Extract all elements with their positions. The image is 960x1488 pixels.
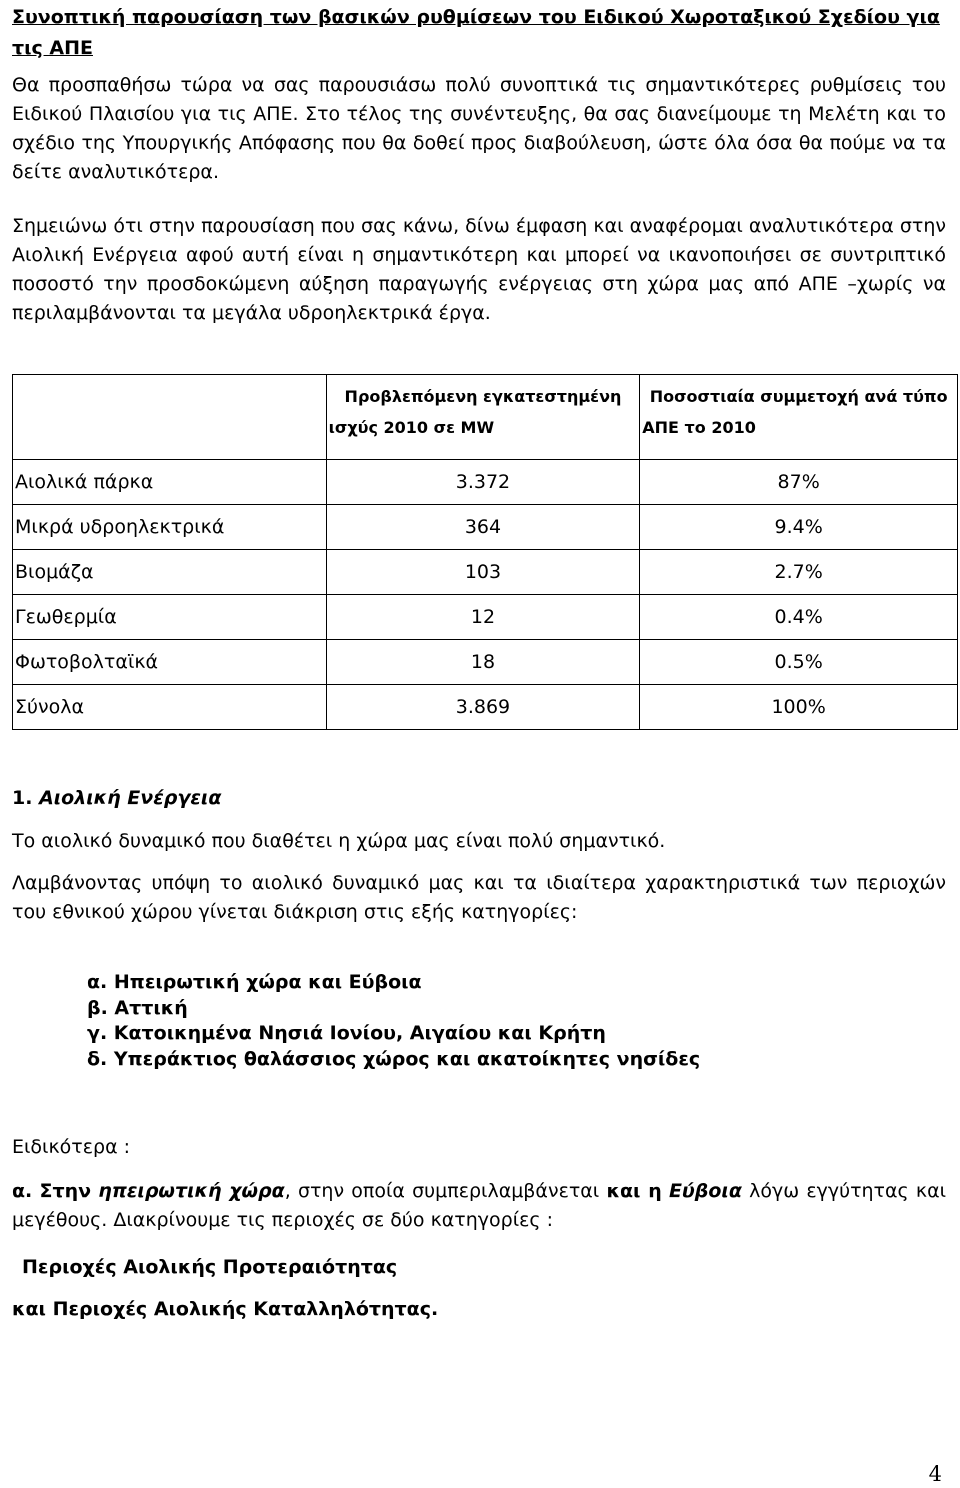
categories-intro-paragraph: Λαμβάνοντας υπόψη το αιολικό δυναμικό μας και τα ιδιαίτερα χαρακτηριστικά των περιοχών του εθνικού χώρου γίνεται διάκριση στις εξής κατηγορίες: <box>12 872 946 923</box>
wind-potential-paragraph: Το αιολικό δυναμικό που διαθέτει η χώρα μας είναι πολύ σημαντικό. <box>12 830 666 852</box>
list-item: γ. Κατοικημένα Νησιά Ιονίου, Αιγαίου και Κρήτη <box>87 1022 606 1044</box>
table-cell: 9.4% <box>640 505 958 550</box>
page-number: 4 <box>928 1462 942 1486</box>
table-header-row <box>13 375 958 460</box>
suitability-areas-line: και Περιοχές Αιολικής Καταλληλότητας. <box>12 1298 439 1320</box>
table-header-cell: Προβλεπόμενη εγκατεστημένη ισχύς 2010 σε MW <box>326 375 640 460</box>
table-cell: 2.7% <box>640 550 958 595</box>
table-cell: 0.5% <box>640 640 958 685</box>
mainland-text-3: , στην οποία συμπεριλαμβάνεται <box>284 1180 600 1202</box>
table-row <box>13 460 958 505</box>
list-item: α. Ηπειρωτική χώρα και Εύβοια <box>87 971 422 993</box>
table-row <box>13 640 958 685</box>
table-cell: 0.4% <box>640 595 958 640</box>
section-title <box>12 783 221 813</box>
table-row <box>13 550 958 595</box>
intro-paragraph: Θα προσπαθήσω τώρα να σας παρουσιάσω πολύ συνοπτικά τις σημαντικότερες ρυθμίσεις του Ειδικού Πλαισίου για τις ΑΠΕ. Στο τέλος της συνέντευξης, θα σας διανείμουμε τη Μελέτη και το σχέδιο της Υπουργικής Απόφασης που θα δοθεί προς διαβούλευση, ώστε όλα όσα θα πούμε να τα δείτε αναλυτικότερα. <box>12 74 946 183</box>
table-row <box>13 685 958 730</box>
table-cell: 103 <box>326 550 640 595</box>
section-title-text: Αιολική Ενέργεια <box>39 787 222 809</box>
mainland-paragraph <box>12 1177 946 1235</box>
table-cell: 364 <box>326 505 640 550</box>
table-cell: Βιομάζα <box>13 550 327 595</box>
table-cell: Μικρά υδροηλεκτρικά <box>13 505 327 550</box>
mainland-text-4: και η <box>606 1180 662 1202</box>
mainland-text-5: Εύβοια <box>668 1180 742 1202</box>
table-cell: 18 <box>326 640 640 685</box>
res-capacity-table <box>12 374 958 730</box>
emphasis-paragraph: Σημειώνω ότι στην παρουσίαση που σας κάνω, δίνω έμφαση και αναφέρομαι αναλυτικότερα στην Αιολική Ενέργεια αφού αυτή είναι η σημαντικότερη και μπορεί να ικανοποιήσει σε συντριπτικό ποσοστό την προσδοκώμενη αύξηση παραγωγής ενέργειας στη χώρα μας από ΑΠΕ –χωρίς να περιλαμβάνονται τα μεγάλα υδροηλεκτρικά έργα. <box>12 215 946 324</box>
table-cell: 100% <box>640 685 958 730</box>
mainland-text-6: λόγω εγγύτητας και μεγέθους. Διακρίνουμε τις περιοχές σε δύο κατηγορίες : <box>12 1180 947 1231</box>
table-cell: Γεωθερμία <box>13 595 327 640</box>
table-cell: Σύνολα <box>13 685 327 730</box>
mainland-text-1: Στην <box>39 1180 92 1202</box>
table-row <box>13 505 958 550</box>
table-cell: 3.372 <box>326 460 640 505</box>
mainland-marker: α. <box>12 1180 33 1202</box>
table-header-cell <box>13 375 327 460</box>
table-header-cell: Ποσοστιαία συμμετοχή ανά τύπο ΑΠΕ το 2010 <box>640 375 958 460</box>
table-row <box>13 595 958 640</box>
table-cell: Αιολικά πάρκα <box>13 460 327 505</box>
table-cell: Φωτοβολταϊκά <box>13 640 327 685</box>
document-heading: Συνοπτική παρουσίαση των βασικών ρυθμίσεων του Ειδικού Χωροταξικού Σχεδίου για τις ΑΠΕ <box>12 6 940 59</box>
mainland-text-2: ηπειρωτική χώρα <box>98 1180 285 1202</box>
table-cell: 3.869 <box>326 685 640 730</box>
section-number: 1. <box>12 787 33 809</box>
table-cell: 12 <box>326 595 640 640</box>
list-item: δ. Υπεράκτιος θαλάσσιος χώρος και ακατοίκητες νησίδες <box>87 1047 701 1070</box>
list-item: β. Αττική <box>87 996 188 1019</box>
priority-areas-line: Περιοχές Αιολικής Προτεραιότητας <box>22 1256 398 1278</box>
table-cell: 87% <box>640 460 958 505</box>
specifically-label: Ειδικότερα : <box>12 1136 131 1158</box>
category-list <box>87 970 700 1072</box>
